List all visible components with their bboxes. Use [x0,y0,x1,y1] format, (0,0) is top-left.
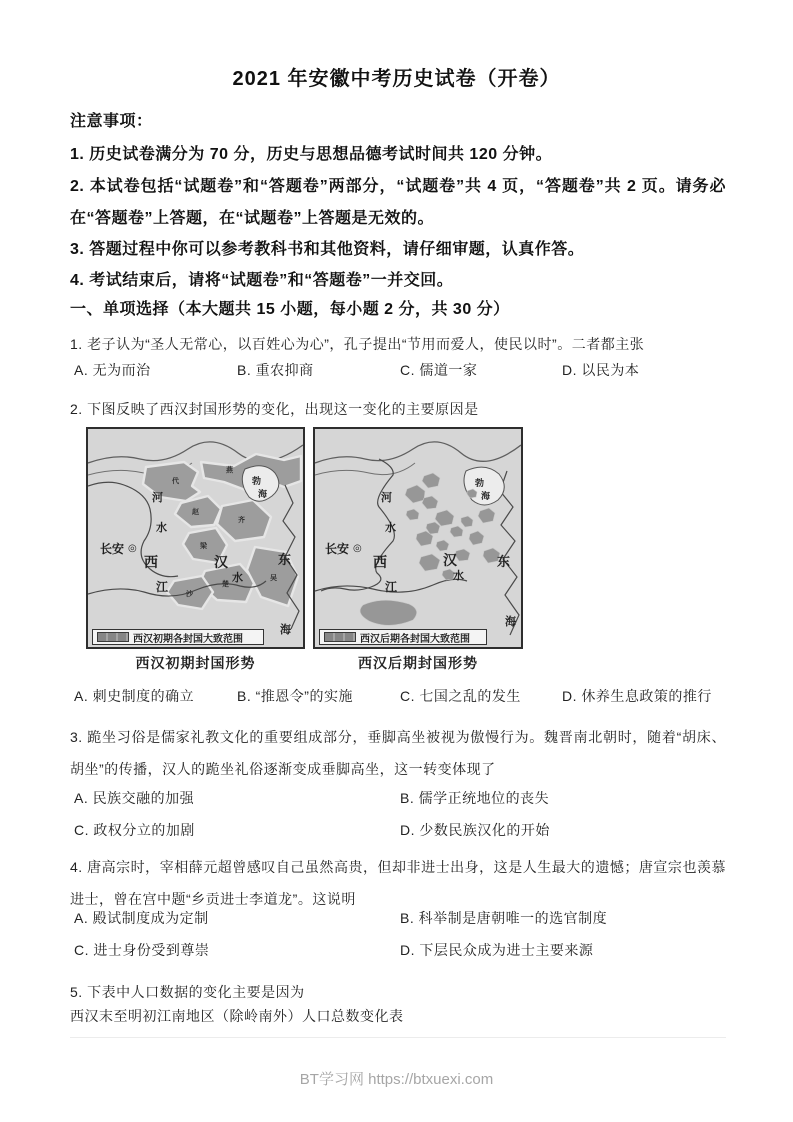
map-late-label-capital: 长安 [325,542,350,556]
q3-option-c: C. 政权分立的加剧 [74,822,195,838]
table-top-edge [70,1037,726,1038]
map-late-label-bo: 勃 [475,478,485,488]
map-late-label-han: 汉 [443,552,457,568]
map-late-label-hai1: 海 [481,491,491,501]
map-early-label-he: 河 [152,492,163,504]
map-late-label-shui2: 水 [453,570,464,582]
map-early-label-dong: 东 [278,552,292,567]
notice-item-1: 1. 历史试卷满分为 70 分，历史与思想品德考试时间共 120 分钟。 [70,146,553,163]
map-early-state-liang: 梁 [200,543,207,550]
page-title: 2021 年安徽中考历史试卷（开卷） [232,68,561,90]
map-late-drawing [315,429,521,647]
map-late-legend-text: 西汉后期各封国大致范围 [360,633,470,645]
question-1-options [70,360,734,380]
map-early-label-shui2: 水 [232,572,243,584]
map-late-label-shui1: 水 [385,522,396,534]
map-early-label-capital: 长安 [100,542,125,556]
question-4-options-ab [70,908,734,928]
map-early-state-yan: 燕 [226,467,233,474]
map-early-state-qi: 齐 [238,517,245,524]
q2-option-d: D. 休养生息政策的推行 [562,688,712,704]
question-2-options [70,686,734,706]
map-late-caption: 西汉后期封国形势 [358,655,478,671]
map-late-capital-symbol: ◎ [353,543,362,554]
q4-option-a: A. 殿试制度成为定制 [74,910,209,926]
notice-item-4: 4. 考试结束后，请将“试题卷”和“答题卷”一并交回。 [70,272,454,289]
notice-heading: 注意事项： [70,113,153,130]
question-3-options-cd [70,820,734,840]
map-early-label-jiang: 江 [156,580,169,594]
map-early-legend [92,629,264,645]
question-3-stem: 3. 跪坐习俗是儒家礼教文化的重要组成部分，垂脚高坐被视为傲慢行为。魏晋南北朝时，随着“胡床、胡坐”的传播，汉人的跪坐礼俗逐渐变成垂脚高坐，这一转变体现了 [70,729,726,777]
map-early-state-zhao: 赵 [192,509,199,516]
q4-option-c: C. 进士身份受到尊崇 [74,942,210,958]
watermark-link: BT学习网 https://btxuexi.com [299,1071,494,1088]
map-late-frame [313,427,523,649]
map-early-state-dai: 代 [172,478,179,485]
map-late-label-hai2: 海 [505,616,516,628]
map-early-capital-symbol: ◎ [128,543,137,554]
map-early-drawing [88,429,303,647]
map-early-caption: 西汉初期封国形势 [135,655,256,671]
map-late-western-han [313,427,523,673]
question-3-options-ab [70,788,734,808]
question-2-figure [86,427,523,673]
q2-option-a: A. 刺史制度的确立 [74,688,195,704]
question-5-stem: 5. 下表中人口数据的变化主要是因为 [70,984,305,1000]
map-late-label-dong: 东 [497,554,511,569]
map-early-state-sha: 沙 [186,591,193,598]
q2-option-b: B. “推恩令”的实施 [237,688,353,704]
q4-option-b: B. 科举制是唐朝唯一的选官制度 [400,910,608,926]
map-late-legend [319,629,487,645]
map-late-label-jiang: 江 [385,580,398,594]
notice-item-3: 3. 答题过程中你可以参考教科书和其他资料，请仔细审题，认真作答。 [70,241,585,258]
question-2-stem: 2. 下图反映了西汉封国形势的变化，出现这一变化的主要原因是 [70,401,479,417]
question-1-stem: 1. 老子认为“圣人无常心，以百姓心为心”，孔子提出“节用而爱人，使民以时”。二者都主张 [70,336,645,352]
map-early-label-bo: 勃 [252,476,262,486]
q2-option-c: C. 七国之乱的发生 [400,688,521,704]
q1-option-a: A. 无为而治 [74,362,151,378]
notice-item-2: 2. 本试卷包括“试题卷”和“答题卷”两部分，“试题卷”共 4 页，“答题卷”共 2 页。请务必在“答题卷”上答题，在“试题卷”上答题是无效的。 [70,178,726,227]
question-5-table-title: 西汉末至明初江南地区（除岭南外）人口总数变化表 [70,1008,404,1024]
map-late-label-xi: 西 [373,554,387,570]
map-early-state-wu: 吴 [270,575,277,582]
q1-option-b: B. 重农抑商 [237,362,314,378]
q3-option-b: B. 儒学正统地位的丧失 [400,790,550,806]
map-early-label-han: 汉 [214,554,228,570]
q3-option-d: D. 少数民族汉化的开始 [400,822,550,838]
map-early-label-shui1: 水 [156,522,167,534]
q3-option-a: A. 民族交融的加强 [74,790,195,806]
map-early-label-hai1: 海 [258,489,268,499]
map-early-frame [86,427,305,649]
q1-option-d: D. 以民为本 [562,362,640,378]
q4-option-d: D. 下层民众成为进士主要来源 [400,942,594,958]
map-early-label-hai2: 海 [280,624,291,636]
q1-option-c: C. 儒道一家 [400,362,478,378]
question-4-stem: 4. 唐高宗时，宰相薛元超曾感叹自己虽然高贵，但却非进士出身，这是人生最大的遗憾；唐宣宗也羡慕进士，曾在宫中题“乡贡进士李道龙”。这说明 [70,859,726,907]
map-early-legend-swatch [97,632,129,642]
map-late-label-he: 河 [381,492,392,504]
map-early-legend-text: 西汉初期各封国大致范围 [133,633,243,645]
map-early-label-xi: 西 [144,554,158,570]
map-early-western-han [86,427,305,673]
map-late-legend-swatch [324,632,356,642]
map-early-state-chu: 楚 [222,581,229,588]
question-4-options-cd [70,940,734,960]
section-heading: 一、单项选择（本大题共 15 小题，每小题 2 分，共 30 分） [70,301,510,318]
